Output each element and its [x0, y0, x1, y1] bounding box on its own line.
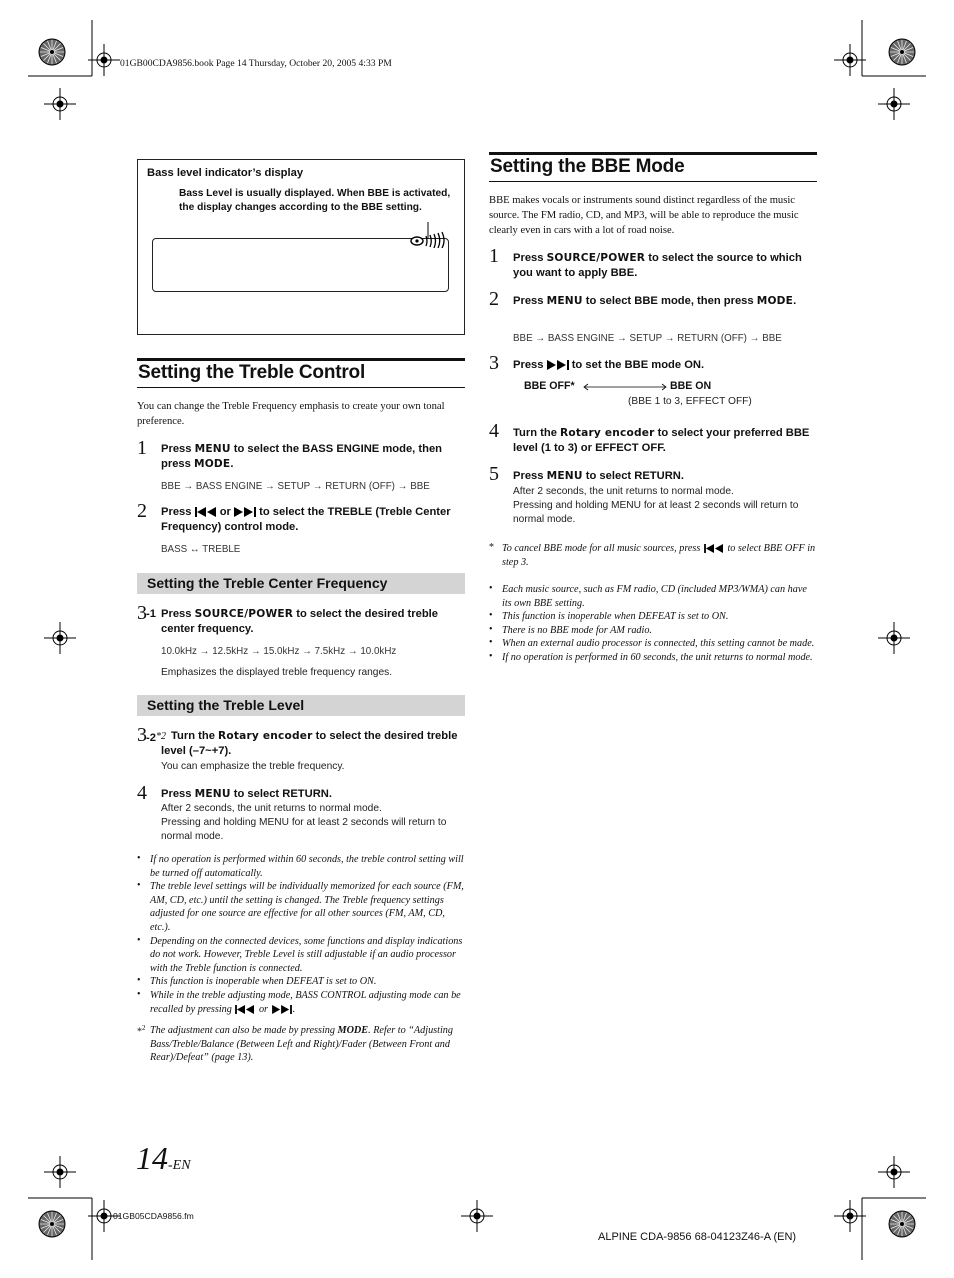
- treble-step1: Press MENU to select the BASS ENGINE mode, then press MODE.: [161, 443, 443, 470]
- previous-track-icon: [195, 507, 217, 517]
- menu-key: MENU: [194, 788, 231, 800]
- section-heading-bbe: Setting the BBE Mode: [490, 156, 685, 177]
- source-power-key: SOURCE/POWER: [546, 252, 646, 264]
- step-number: 4: [137, 782, 147, 804]
- treble-seq3-note: Emphasizes the displayed treble frequency ranges.: [161, 667, 393, 678]
- bbe-star-note: * To cancel BBE mode for all music sources, press to select BBE OFF in step 3.: [489, 542, 816, 568]
- bbe-step1: Press SOURCE/POWER to select the source to which you want to apply BBE.: [513, 252, 802, 279]
- note-item: • If no operation is performed within 60 seconds, the treble control setting will be turned off automatically.: [137, 853, 464, 879]
- step-number: 1: [137, 437, 147, 459]
- treble-seq2: BASS ↔ TREBLE: [161, 544, 241, 555]
- bbe-toggle-diagram: [524, 380, 784, 410]
- section-heading-treble: Setting the Treble Control: [138, 362, 366, 383]
- treble-step2: Press or to select the TREBLE (Treble Center Frequency) control mode.: [161, 506, 451, 533]
- treble-step4: Press MENU to select RETURN.: [161, 788, 332, 800]
- treble-seq1: BBE → BASS ENGINE → SETUP → RETURN (OFF) → BBE: [161, 481, 430, 492]
- treble-footnote: *$^2$ The adjustment can also be made by pressing MODE. Refer to “Adjusting Bass/Treble/Balance (Between Left and Right)/Fader (Between Front and Rear)/Defeat” (page 13).: [137, 1024, 453, 1064]
- rotary-encoder-key: Rotary encoder: [218, 730, 313, 742]
- note-item: • This function is inoperable when DEFEAT is set to ON.: [489, 610, 729, 623]
- bass-box-desc: Bass Level is usually displayed. When BBE is activated, the display changes according to the BBE setting.: [179, 188, 451, 213]
- menu-key: MENU: [194, 443, 231, 455]
- menu-key: MENU: [546, 470, 583, 482]
- rule: [489, 152, 817, 155]
- double-arrow-icon: [582, 382, 668, 392]
- step-number: 1: [489, 245, 499, 267]
- mode-key: MODE: [193, 458, 231, 470]
- rotary-encoder-key: Rotary encoder: [560, 427, 655, 439]
- page-number: 14-EN: [136, 1140, 191, 1176]
- note-item: • Depending on the connected devices, some functions and display indications do not work. However, Treble Level is still adjustable if an audio processor with the Treble function is connected.: [137, 934, 463, 974]
- treble-seq3: 10.0kHz → 12.5kHz → 15.0kHz → 7.5kHz → 10.0kHz: [161, 646, 397, 657]
- step-number: 4: [489, 420, 499, 442]
- bbe-step4: Turn the Rotary encoder to select your preferred BBE level (1 to 3) or EFFECT OFF.: [513, 427, 810, 454]
- previous-track-icon: [234, 1005, 256, 1014]
- treble-step3-2-prefix: -2*2: [146, 731, 166, 744]
- mode-key: MODE: [756, 295, 794, 307]
- bass-indicator-box: [137, 159, 465, 335]
- bass-level-icon: [408, 218, 452, 248]
- subheading-center-frequency: Setting the Treble Center Frequency: [137, 573, 465, 594]
- bbe-notes: [489, 583, 819, 665]
- treble-step3-2: Turn the Rotary encoder to select the desired treble level (–7~+7).: [161, 730, 458, 757]
- next-track-icon: [547, 360, 569, 370]
- display-illustration: [152, 238, 449, 292]
- treble-notes: [137, 853, 467, 1016]
- next-track-icon: [271, 1005, 293, 1014]
- bbe-off-label: BBE OFF*: [524, 380, 575, 392]
- step-suffix: -1: [146, 608, 156, 620]
- next-track-icon: [234, 507, 256, 517]
- step-number: 3: [489, 352, 499, 374]
- bbe-intro: BBE makes vocals or instruments sound distinct regardless of the music source. The FM radio, CD, and MP3, will be able to reproduce the music clearly even in cars with a lot of road noise.: [489, 195, 799, 236]
- bbe-seq: BBE → BASS ENGINE → SETUP → RETURN (OFF) → BBE: [513, 333, 782, 344]
- next-track-icon: [703, 544, 725, 553]
- bbe-step5-notes: After 2 seconds, the unit returns to normal mode. Pressing and holding MENU for at least 2 seconds will return to normal mode.: [513, 486, 799, 525]
- treble-intro: You can change the Treble Frequency emphasis to create your own tonal preference.: [137, 401, 445, 427]
- note-item: • While in the treble adjusting mode, BASS CONTROL adjusting mode can be recalled by pressing or .: [137, 988, 461, 1015]
- rule: [489, 181, 817, 182]
- rule: [137, 358, 465, 361]
- step-number: 2: [137, 500, 147, 522]
- subheading-treble-level: Setting the Treble Level: [137, 695, 465, 716]
- treble-step3-2-note: You can emphasize the treble frequency.: [161, 761, 345, 772]
- bbe-step2: Press MENU to select BBE mode, then press MODE.: [513, 295, 797, 307]
- source-power-key: SOURCE/POWER: [194, 608, 294, 620]
- treble-step4-notes: After 2 seconds, the unit returns to normal mode. Pressing and holding MENU for at least 2 seconds will return to normal mode.: [161, 803, 447, 842]
- note-item: • If no operation is performed in 60 seconds, the unit returns to normal mode.: [489, 650, 813, 663]
- step-number: 3: [137, 724, 147, 746]
- note-item: • The treble level settings will be individually memorized for each source (FM, AM, CD, etc.) until the setting is changed. The Treble frequency settings adjusted for one source are effective for all other sources (FM, AM, CD, etc.).: [137, 880, 464, 933]
- menu-key: MENU: [546, 295, 583, 307]
- bbe-range: (BBE 1 to 3, EFFECT OFF): [628, 396, 752, 407]
- bbe-step3: Press to set the BBE mode ON.: [513, 359, 705, 371]
- step-number: 5: [489, 463, 499, 485]
- step-number: 2: [489, 288, 499, 310]
- treble-step3-1: Press SOURCE/POWER to select the desired treble center frequency.: [161, 608, 438, 635]
- note-item: • There is no BBE mode for AM radio.: [489, 623, 652, 636]
- fm-file: 01GB05CDA9856.fm: [113, 1211, 194, 1221]
- bass-box-title: Bass level indicator’s display: [147, 167, 304, 179]
- bbe-on-label: BBE ON: [670, 380, 712, 392]
- note-item: • When an external audio processor is connected, this setting cannot be made.: [489, 637, 815, 650]
- note-item: • Each music source, such as FM radio, CD (included MP3/WMA) can have its own BBE setting.: [489, 583, 807, 609]
- rule: [137, 387, 465, 388]
- file-info: 01GB00CDA9856.book Page 14 Thursday, October 20, 2005 4:33 PM: [120, 58, 392, 69]
- model-number: ALPINE CDA-9856 68-04123Z46-A (EN): [598, 1231, 797, 1243]
- note-item: • This function is inoperable when DEFEAT is set to ON.: [137, 975, 377, 988]
- bbe-step5: Press MENU to select RETURN.: [513, 470, 684, 482]
- step-number: 3: [137, 602, 147, 624]
